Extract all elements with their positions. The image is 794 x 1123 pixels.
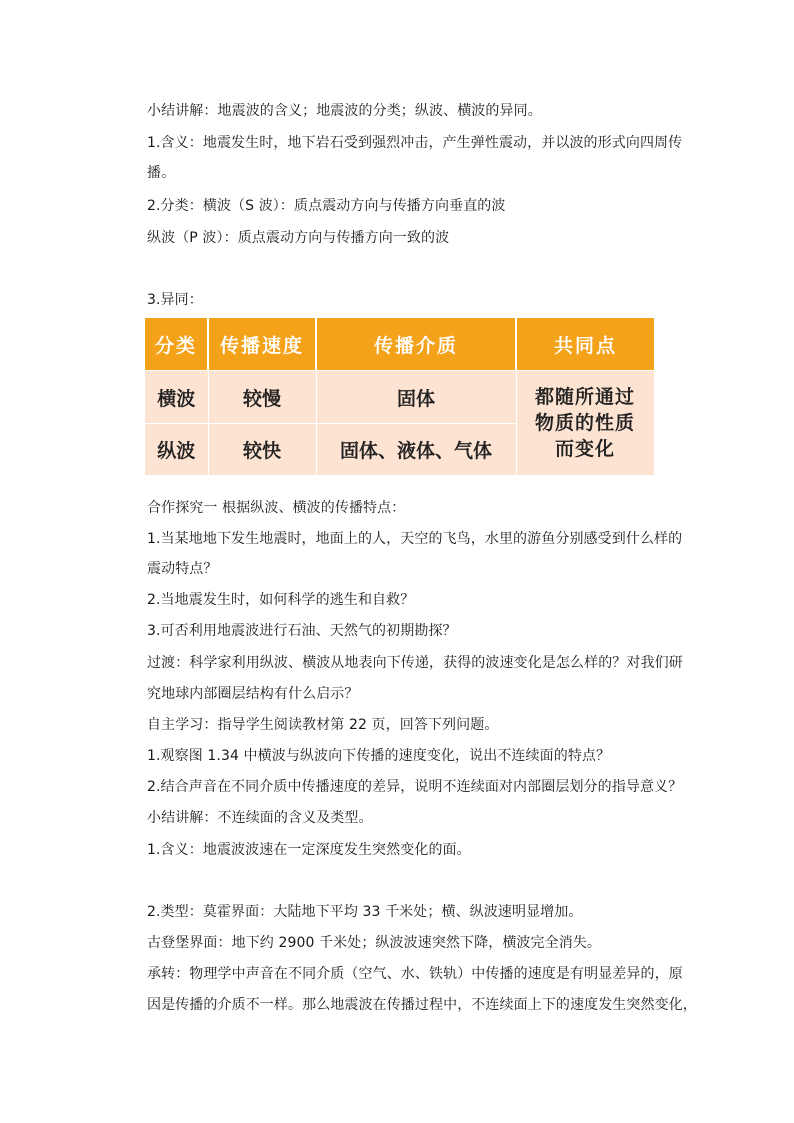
summary-heading-seismic-waves: 小结讲解：地震波的含义；地震波的分类；纵波、横波的异同。 xyxy=(147,103,542,119)
header-common: 共同点 xyxy=(516,318,654,371)
common-line: 而变化 xyxy=(554,438,615,460)
cell-medium: 固体、液体、气体 xyxy=(316,424,516,476)
question-3: 3.可否利用地震波进行石油、天然气的初期勘探？ xyxy=(147,623,457,639)
header-medium: 传播介质 xyxy=(316,318,516,371)
self-study-question-1: 1.观察图 1.34 中横波与纵波向下传播的速度变化，说出不连续面的特点？ xyxy=(147,748,611,764)
definition-line-1: 1.含义：地震发生时，地下岩石受到强烈冲击，产生弹性震动，并以波的形式向四周传 xyxy=(147,135,683,151)
similarities-heading: 3.异同： xyxy=(147,292,203,308)
bridge-line-2: 因是传播的介质不一样。那么地震波在传播过程中，不连续面上下的速度发生突然变化， xyxy=(147,997,697,1013)
table-header-row xyxy=(145,318,654,371)
discontinuity-definition: 1.含义：地震波波速在一定深度发生突然变化的面。 xyxy=(147,842,471,858)
transition-line-2: 究地球内部圈层结构有什么启示？ xyxy=(147,686,359,702)
gutenberg-discontinuity: 古登堡界面：地下约 2900 千米处；纵波波速突然下降，横波完全消失。 xyxy=(147,935,602,951)
cell-type: 纵波 xyxy=(145,424,208,476)
cell-type: 横波 xyxy=(145,371,208,424)
cell-medium: 固体 xyxy=(316,371,516,424)
header-speed: 传播速度 xyxy=(208,318,316,371)
summary-heading-discontinuity: 小结讲解：不连续面的含义及类型。 xyxy=(147,810,373,826)
classification-longitudinal: 纵波（P 波）：质点震动方向与传播方向一致的波 xyxy=(147,230,450,246)
self-study-question-2: 2.结合声音在不同介质中传播速度的差异，说明不连续面对内部圈层划分的指导意义？ xyxy=(147,779,683,795)
classification-transverse: 2.分类：横波（S 波）：质点震动方向与传播方向垂直的波 xyxy=(147,198,506,214)
cooperative-inquiry-heading: 合作探究一 根据纵波、横波的传播特点： xyxy=(147,500,406,516)
common-line: 都随所通过 xyxy=(534,386,635,408)
definition-line-2: 播。 xyxy=(147,165,176,181)
bridge-line-1: 承转：物理学中声音在不同介质（空气、水、铁轨）中传播的速度是有明显差异的，原 xyxy=(147,966,683,982)
cell-speed: 较快 xyxy=(208,424,316,476)
question-1-line-1: 1.当某地地下发生地震时，地面上的人，天空的飞鸟，水里的游鱼分别感受到什么样的 xyxy=(147,531,683,547)
cell-common xyxy=(516,371,654,476)
question-2: 2.当地震发生时，如何科学的逃生和自救？ xyxy=(147,592,415,608)
self-study-heading: 自主学习：指导学生阅读教材第 22 页，回答下列问题。 xyxy=(147,717,499,733)
question-1-line-2: 震动特点？ xyxy=(147,561,218,577)
header-category: 分类 xyxy=(145,318,208,371)
transition-line-1: 过渡：科学家利用纵波、横波从地表向下传递，获得的波速变化是怎么样的？对我们研 xyxy=(147,655,683,671)
common-line: 物质的性质 xyxy=(534,412,635,434)
cell-speed: 较慢 xyxy=(208,371,316,424)
table-row xyxy=(145,371,654,424)
wave-comparison-table xyxy=(145,318,655,475)
moho-discontinuity: 2.类型：莫霍界面：大陆地下平均 33 千米处；横、纵波速明显增加。 xyxy=(147,904,583,920)
